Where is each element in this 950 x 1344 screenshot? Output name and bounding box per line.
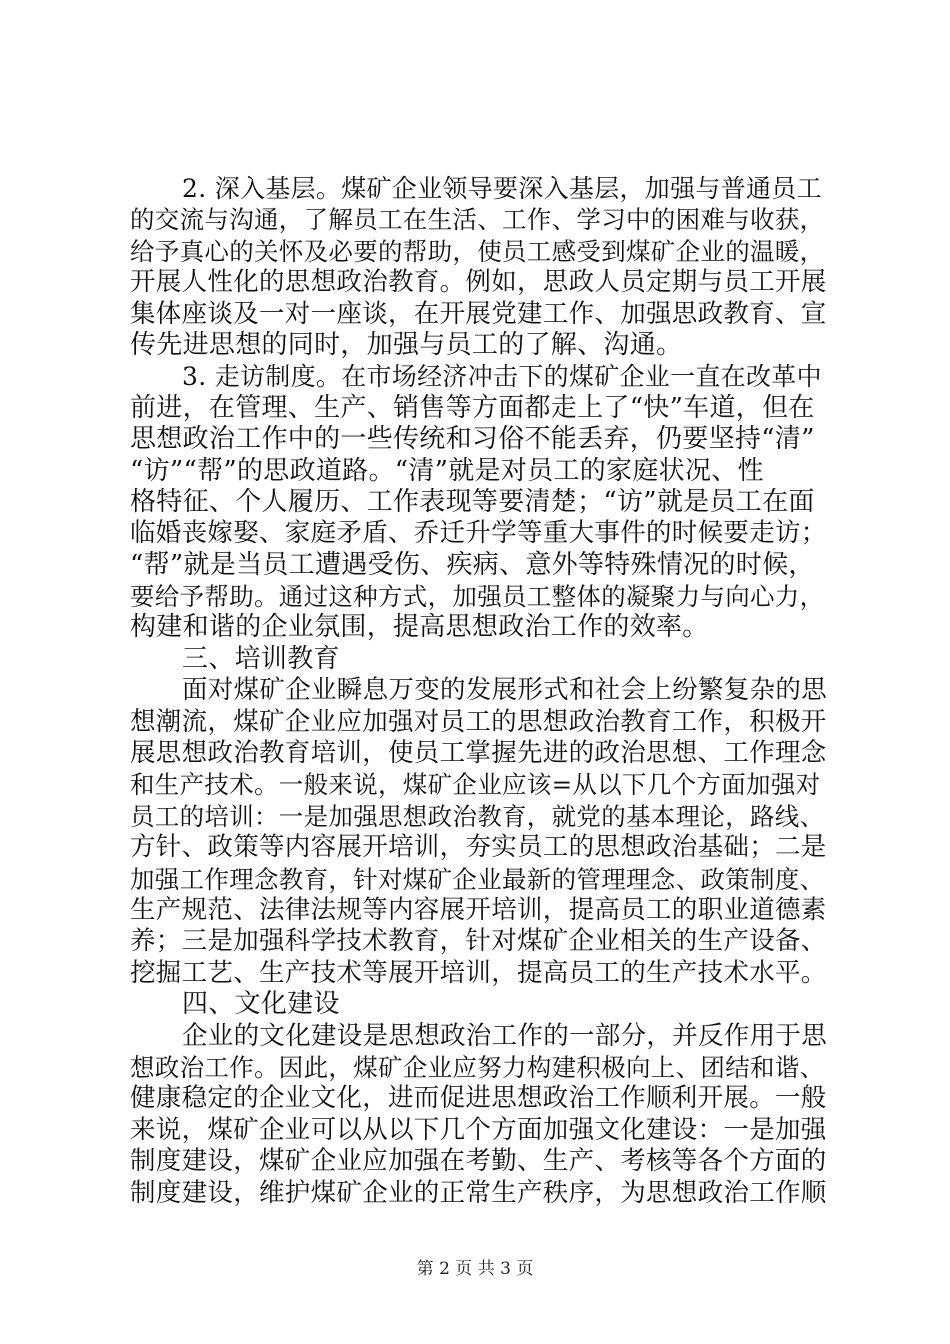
text-line: 挖掘工艺、生产技术等展开培训，提高员工的生产技术水平。 — [130, 957, 827, 988]
text-line: 三、培训教育 — [182, 643, 340, 674]
text-line: “帮”就是当员工遭遇受伤、疾病、意外等特殊情况的时候， — [130, 549, 815, 580]
text-line: 临婚丧嫁娶、家庭矛盾、乔迁升学等重大事件的时候要走访； — [130, 518, 827, 549]
text-line: 传先进思想的同时，加强与员工的了解、沟通。 — [130, 329, 683, 360]
text-line: 来说，煤矿企业可以从以下几个方面加强文化建设：一是加强 — [130, 1114, 827, 1145]
text-line: 员工的培训：一是加强思想政治教育，就党的基本理论，路线、 — [130, 801, 825, 831]
text-line: 3. 走访制度。在市场经济冲击下的煤矿企业一直在改革中 — [182, 362, 822, 392]
text-line: 给予真心的关怀及必要的帮助，使员工感受到煤矿企业的温暖， — [130, 236, 825, 266]
text-line: 前进，在管理、生产、销售等方面都走上了“快”车道，但在 — [130, 392, 815, 423]
text-line: 企业的文化建设是思想政治工作的一部分，并反作用于思 — [182, 1020, 828, 1051]
text-line: 和生产技术。一般来说，煤矿企业应该=从以下几个方面加强对 — [130, 770, 821, 800]
text-line: 构建和谐的企业氛围，提高思想政治工作的效率。 — [130, 612, 709, 643]
text-line: 健康稳定的企业文化，进而促进思想政治工作顺利开展。一般 — [130, 1083, 827, 1114]
document-body — [130, 173, 830, 1209]
text-line: 展思想政治教育培训，使员工掌握先进的政治思想、工作理念 — [130, 738, 827, 769]
text-line: 方针、政策等内容展开培训，夯实员工的思想政治基础；二是 — [130, 832, 827, 863]
text-line: 的交流与沟通，了解员工在生活、工作、学习中的困难与收获， — [130, 205, 825, 235]
text-line: 格特征、个人履历、工作表现等要清楚；“访”就是员工在面 — [130, 486, 815, 517]
text-line: 2. 深入基层。煤矿企业领导要深入基层，加强与普通员工 — [182, 174, 822, 203]
text-line: 制度建设，煤矿企业应加强在考勤、生产、考核等各个方面的 — [130, 1146, 827, 1177]
text-line: 生产规范、法律法规等内容展开培训，提高员工的职业道德素 — [130, 894, 827, 925]
text-line: 面对煤矿企业瞬息万变的发展形式和社会上纷繁复杂的思 — [182, 675, 828, 706]
text-line: 养；三是加强科学技术教育，针对煤矿企业相关的生产设备、 — [130, 926, 827, 957]
text-line: 想潮流，煤矿企业应加强对员工的思想政治教育工作，积极开 — [130, 706, 827, 737]
text-line: 要给予帮助。通过这种方式，加强员工整体的凝聚力与向心力， — [130, 582, 825, 612]
text-line: 思想政治工作中的一些传统和习俗不能丢弃，仍要坚持“清” — [130, 424, 815, 455]
text-line: 制度建设，维护煤矿企业的正常生产秩序，为思想政治工作顺 — [130, 1177, 827, 1208]
text-line: 加强工作理念教育，针对煤矿企业最新的管理理念、政策制度、 — [130, 864, 825, 894]
text-line: 四、文化建设 — [182, 989, 340, 1020]
text-line: “访”“帮”的思政道路。“清”就是对员工的家庭状况、性 — [130, 455, 764, 486]
text-line: 开展人性化的思想政治教育。例如，思政人员定期与员工开展 — [130, 267, 827, 298]
page-footer: 第 2 页 共 3 页 — [416, 1259, 534, 1279]
text-line: 集体座谈及一对一座谈，在开展党建工作、加强思政教育、宣 — [130, 298, 827, 329]
text-line: 想政治工作。因此，煤矿企业应努力构建积极向上、团结和谐、 — [130, 1052, 825, 1082]
